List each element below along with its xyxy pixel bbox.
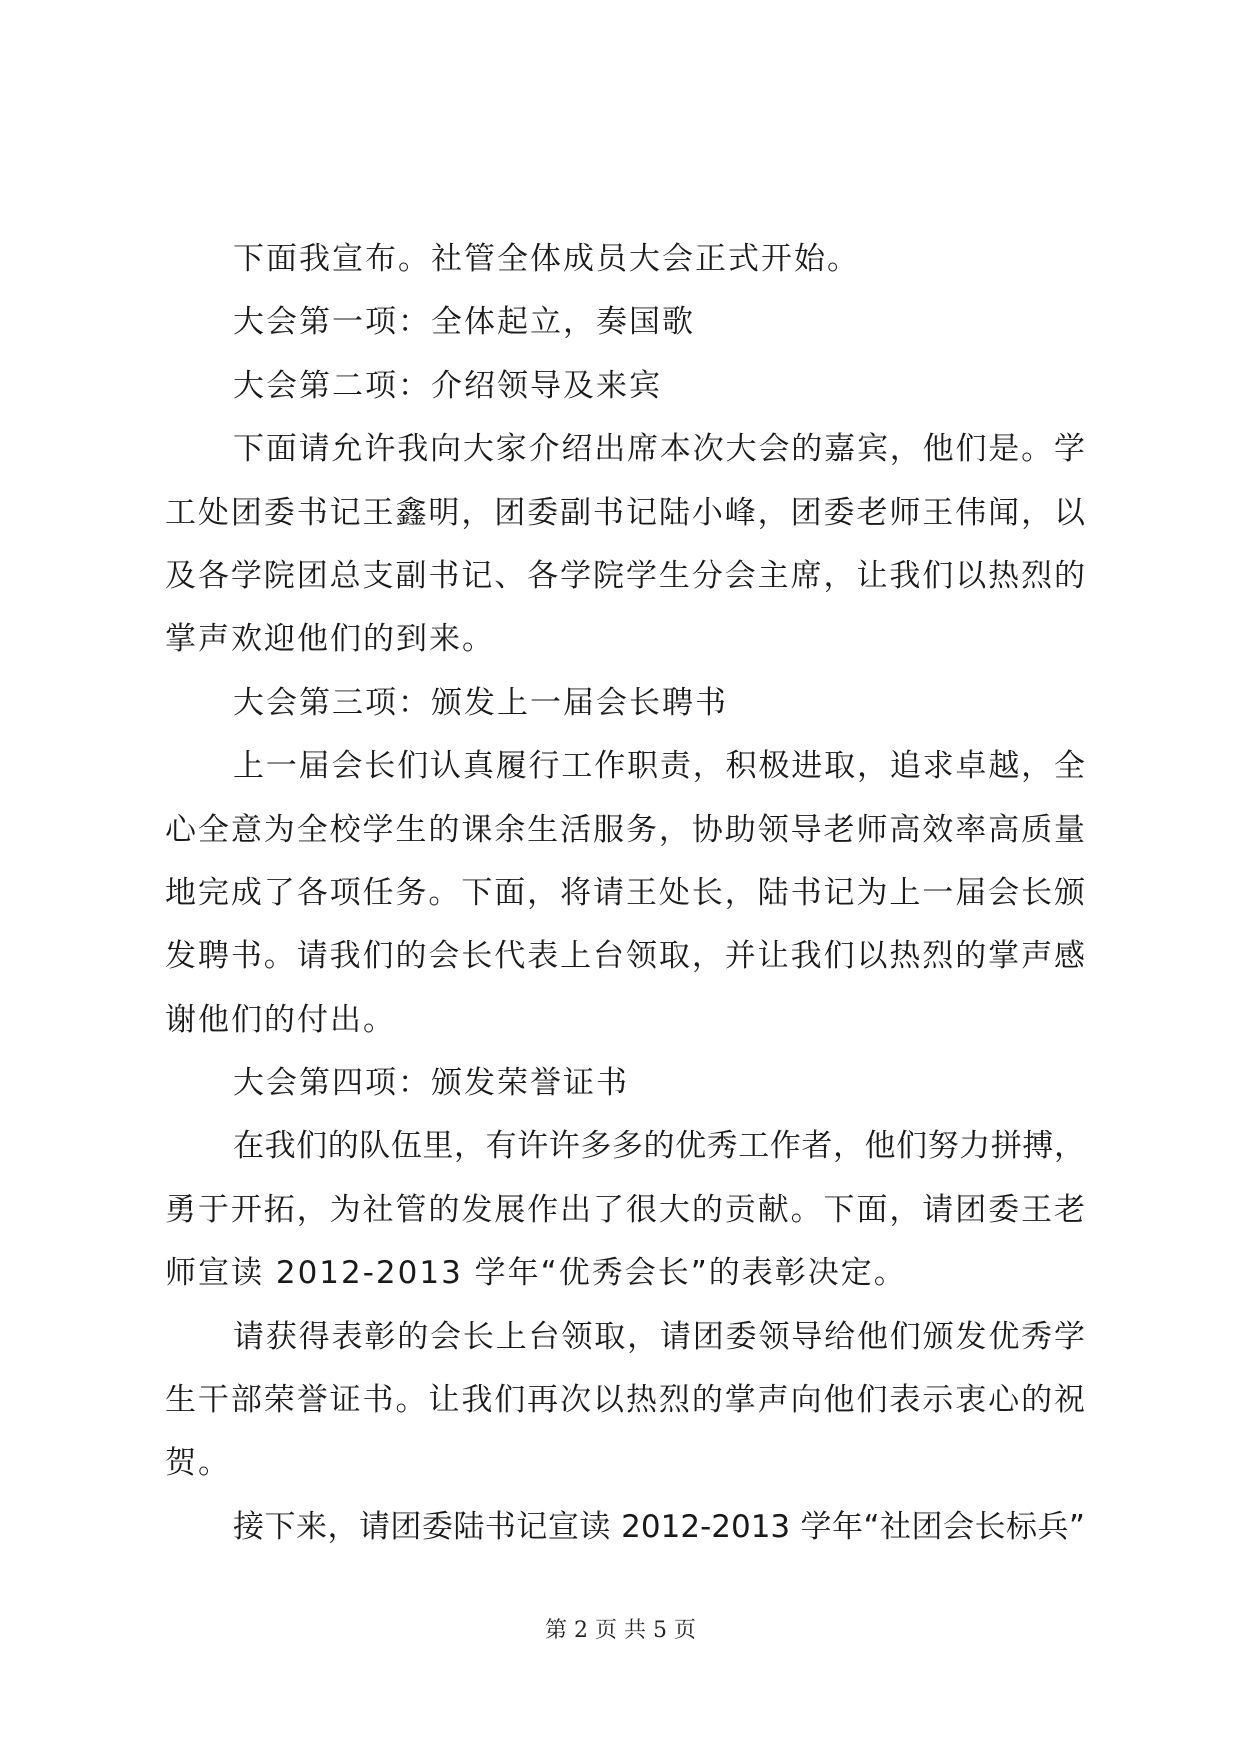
text-line: 及各学院团总支副书记、各学院学生分会主席，让我们以热烈的 bbox=[165, 557, 1085, 594]
text-line: 地完成了各项任务。下面，将请王处长，陆书记为上一届会长颁 bbox=[165, 874, 1085, 911]
page-footer bbox=[0, 1613, 1241, 1644]
text-line: 大会第二项：介绍领导及来宾 bbox=[233, 367, 662, 404]
text-line: 请获得表彰的会长上台领取，请团委领导给他们颁发优秀学 bbox=[233, 1318, 1085, 1355]
text-line: 下面我宣布。社管全体成员大会正式开始。 bbox=[233, 241, 860, 277]
text-line: 大会第四项：颁发荣誉证书 bbox=[233, 1065, 629, 1102]
text-line: 在我们的队伍里，有许许多多的优秀工作者，他们努力拼搏， bbox=[233, 1128, 1085, 1165]
text-line: 心全意为全校学生的课余生活服务，协助领导老师高效率高质量 bbox=[165, 811, 1085, 848]
text-line: 掌声欢迎他们的到来。 bbox=[165, 621, 495, 658]
text-line: 贺。 bbox=[165, 1445, 231, 1482]
text-line: 接下来，请团委陆书记宣读 2012-2013 学年“社团会长标兵” bbox=[233, 1508, 1085, 1545]
document-body bbox=[165, 228, 1085, 1559]
page-number: 第 2 页 共 5 页 bbox=[545, 1618, 696, 1643]
text-line: 大会第一项：全体起立，奏国歌 bbox=[233, 304, 695, 341]
text-line: 谢他们的付出。 bbox=[165, 1001, 396, 1038]
text-line: 勇于开拓，为社管的发展作出了很大的贡献。下面，请团委王老 bbox=[165, 1191, 1085, 1228]
text-line: 工处团委书记王鑫明，团委副书记陆小峰，团委老师王伟闻，以 bbox=[165, 494, 1085, 531]
text-line: 大会第三项：颁发上一届会长聘书 bbox=[233, 684, 728, 721]
text-line: 生干部荣誉证书。让我们再次以热烈的掌声向他们表示衷心的祝 bbox=[165, 1382, 1085, 1419]
text-line: 上一届会长们认真履行工作职责，积极进取，追求卓越，全 bbox=[233, 748, 1085, 785]
text-line: 下面请允许我向大家介绍出席本次大会的嘉宾，他们是。学 bbox=[233, 431, 1085, 468]
text-line: 发聘书。请我们的会长代表上台领取，并让我们以热烈的掌声感 bbox=[165, 938, 1085, 975]
text-line: 师宣读 2012-2013 学年“优秀会长”的表彰决定。 bbox=[165, 1255, 907, 1292]
